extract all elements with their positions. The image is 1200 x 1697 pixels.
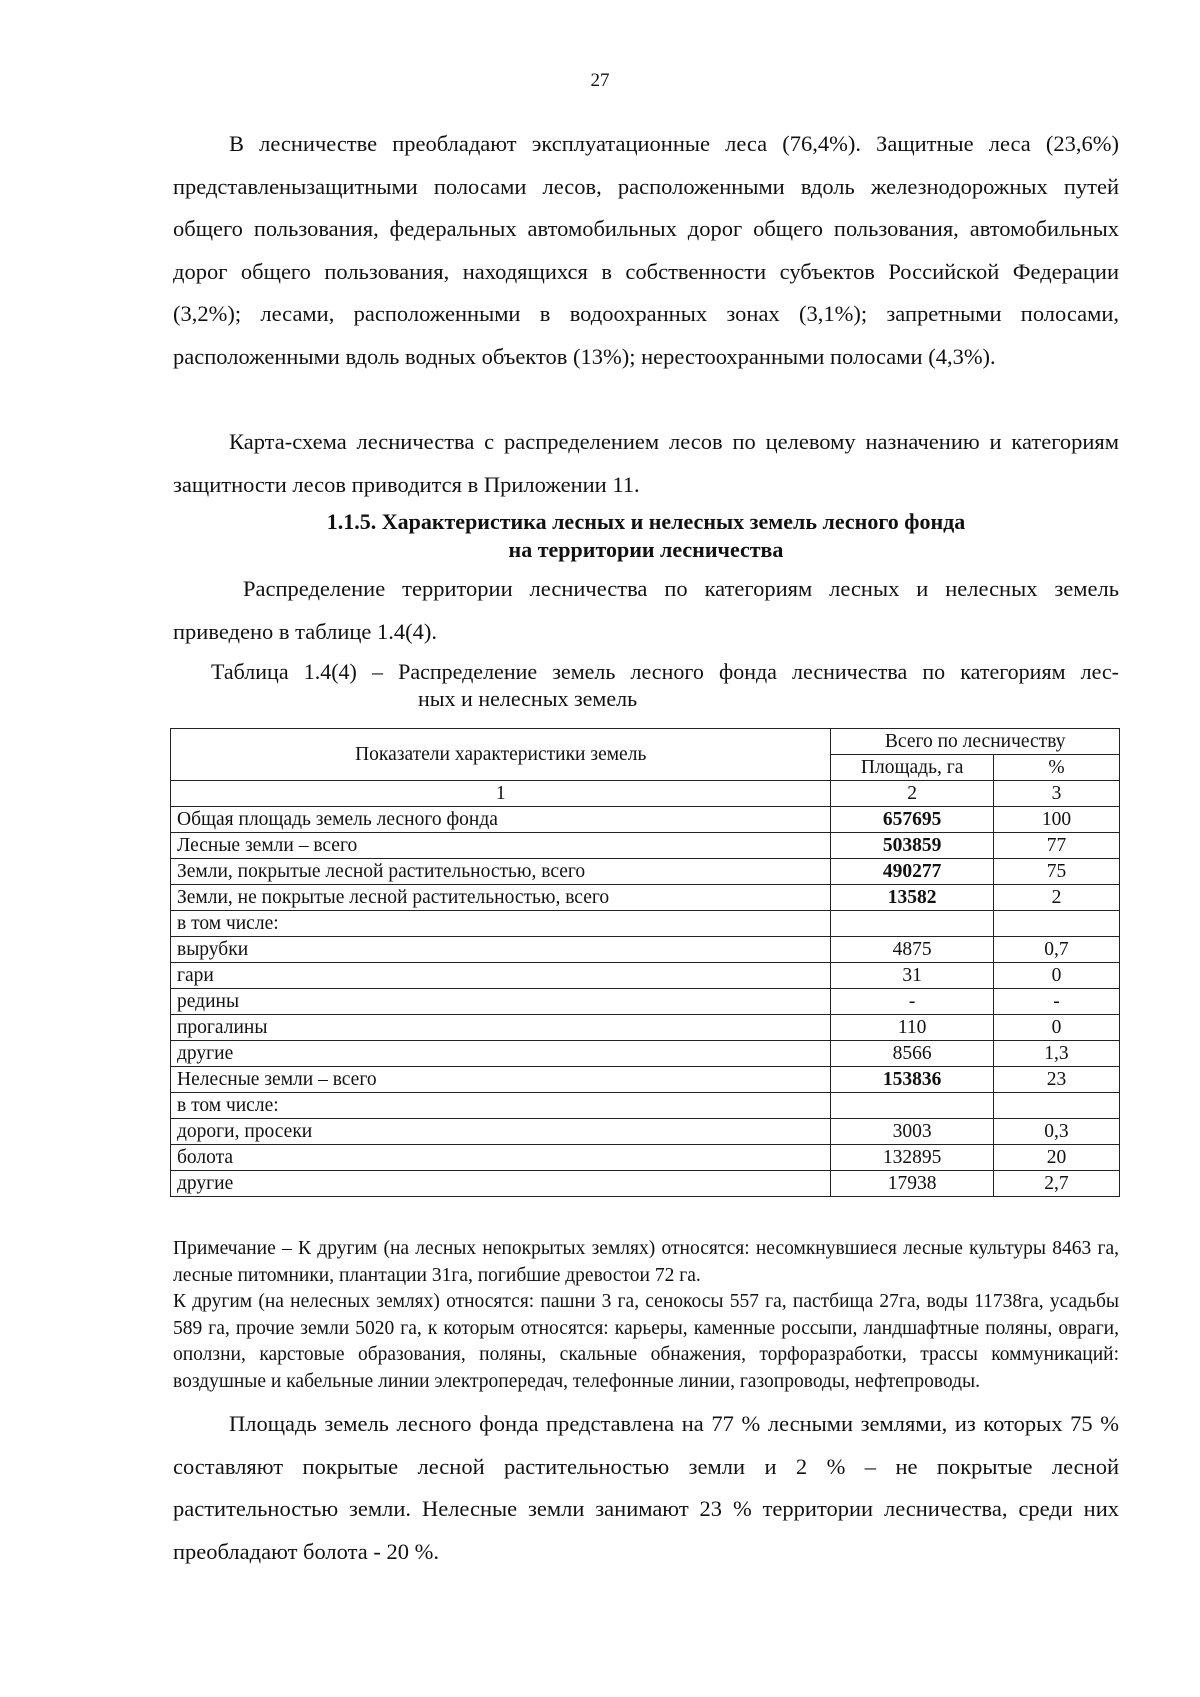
note-line: К другим (на нелесных землях) относятся: пашни 3 га, сенокосы 557 га, пастбища 27га, воды 11738га, усадьбы 589 га, прочие земли 5020 га, к которым относятся: карьеры, каменные россыпи, ландшафтные поляны, овраги, оползни, карстовые образования, поляны, скальные обнажения, торфоразработки, трассы коммуникаций: воздушные и кабельные линии электропередач, телефонные линии, газопроводы, нефтепроводы. [173,1291,1119,1392]
table-row [171,1093,1120,1119]
row-area: 503859 [831,833,993,859]
row-label: редины [171,989,831,1015]
row-percent: 2 [993,885,1119,911]
row-label: Общая площадь земель лесного фонда [171,807,831,833]
row-area: 153836 [831,1067,993,1093]
land-categories-table [170,728,1120,1197]
table-caption-line2: ных и нелесных земель [418,686,638,711]
row-label: в том числе: [171,911,831,937]
row-percent [993,1093,1119,1119]
table-row [171,1119,1120,1145]
table-row [171,1171,1120,1197]
column-number: 2 [831,781,993,807]
row-label: Лесные земли – всего [171,833,831,859]
paragraph-summary [173,1403,1119,1573]
header-area: Площадь, га [831,755,993,781]
row-label: в том числе: [171,1093,831,1119]
section-heading-line2: на территории лесничества [508,537,784,562]
table-row [171,885,1120,911]
row-area: 110 [831,1015,993,1041]
row-label: Земли, покрытые лесной растительностью, всего [171,859,831,885]
paragraph-forest-purpose [173,123,1119,378]
page-number: 27 [590,70,610,91]
row-percent: 0,7 [993,937,1119,963]
row-percent: 2,7 [993,1171,1119,1197]
table-row [171,1041,1120,1067]
row-area: 13582 [831,885,993,911]
section-heading [173,508,1119,564]
row-area: - [831,989,993,1015]
row-label: Земли, не покрытые лесной растительностью, всего [171,885,831,911]
table-row [171,911,1120,937]
row-area [831,911,993,937]
row-percent: 0 [993,963,1119,989]
table-row [171,1145,1120,1171]
table-row [171,859,1120,885]
paragraph-text: Распределение территории лесничества по категориям лесных и нелесных земель приведено в таблице 1.4(4). [173,576,1119,644]
row-label: другие [171,1041,831,1067]
table-caption-line1: Таблица 1.4(4) – Распределение земель лесного фонда лесничества по категориям лес- [211,659,1119,684]
row-percent: 23 [993,1067,1119,1093]
table-caption [173,658,1119,712]
row-label: дороги, просеки [171,1119,831,1145]
column-number: 3 [993,781,1119,807]
row-area: 4875 [831,937,993,963]
table-row [171,989,1120,1015]
row-percent: 1,3 [993,1041,1119,1067]
row-label: гари [171,963,831,989]
row-area: 132895 [831,1145,993,1171]
row-label: болота [171,1145,831,1171]
table-row [171,833,1120,859]
row-percent: - [993,989,1119,1015]
row-area: 657695 [831,807,993,833]
table-row [171,937,1120,963]
section-heading-line1: 1.1.5. Характеристика лесных и нелесных земель лесного фонда [326,509,966,534]
paragraph-table-intro [173,568,1119,653]
row-label: вырубки [171,937,831,963]
row-percent [993,911,1119,937]
row-percent: 20 [993,1145,1119,1171]
table-note [173,1236,1119,1395]
row-percent: 75 [993,859,1119,885]
row-area: 31 [831,963,993,989]
paragraph-text: Площадь земель лесного фонда представлена на 77 % лесными землями, из которых 75 % составляют покрытые лесной растительностью земли и 2 % – не покрытые лесной растительностью земли. Нелесные земли занимают 23 % территории лесничества, среди них преобладают болота - 20 %. [173,1411,1119,1564]
header-total: Всего по лесничеству [831,729,1120,755]
header-percent: % [993,755,1119,781]
row-percent: 77 [993,833,1119,859]
row-percent: 0,3 [993,1119,1119,1145]
table-row [171,963,1120,989]
row-area: 8566 [831,1041,993,1067]
table-row [171,1067,1120,1093]
column-number: 1 [171,781,831,807]
table-row [171,1015,1120,1041]
table-row [171,807,1120,833]
row-area [831,1093,993,1119]
row-label: другие [171,1171,831,1197]
paragraph-map-reference [173,421,1119,506]
row-area: 17938 [831,1171,993,1197]
row-label: Нелесные земли – всего [171,1067,831,1093]
row-area: 3003 [831,1119,993,1145]
header-indicator: Показатели характеристики земель [171,729,831,781]
paragraph-text: В лесничестве преобладают эксплуатационные леса (76,4%). Защитные леса (23,6%) представленызащитными полосами лесов, расположенными вдоль железнодорожных путей общего пользования, федеральных автомобильных дорог общего пользования, автомобильных дорог общего пользования, находящихся в собственности субъектов Российской Федерации (3,2%); лесами, расположенными в водоохранных зонах (3,1%); запретными полосами, расположенными вдоль водных объектов (13%); нерестоохранными полосами (4,3%). [173,131,1119,369]
row-area: 490277 [831,859,993,885]
paragraph-text: Карта-схема лесничества с распределением лесов по целевому назначению и категориям защитности лесов приводится в Приложении 11. [173,429,1119,497]
row-percent: 0 [993,1015,1119,1041]
row-percent: 100 [993,807,1119,833]
row-label: прогалины [171,1015,831,1041]
note-line: Примечание – К другим (на лесных непокрытых землях) относятся: несомкнувшиеся лесные культуры 8463 га, лесные питомники, плантации 31га, погибшие древостои 72 га. [173,1238,1119,1286]
